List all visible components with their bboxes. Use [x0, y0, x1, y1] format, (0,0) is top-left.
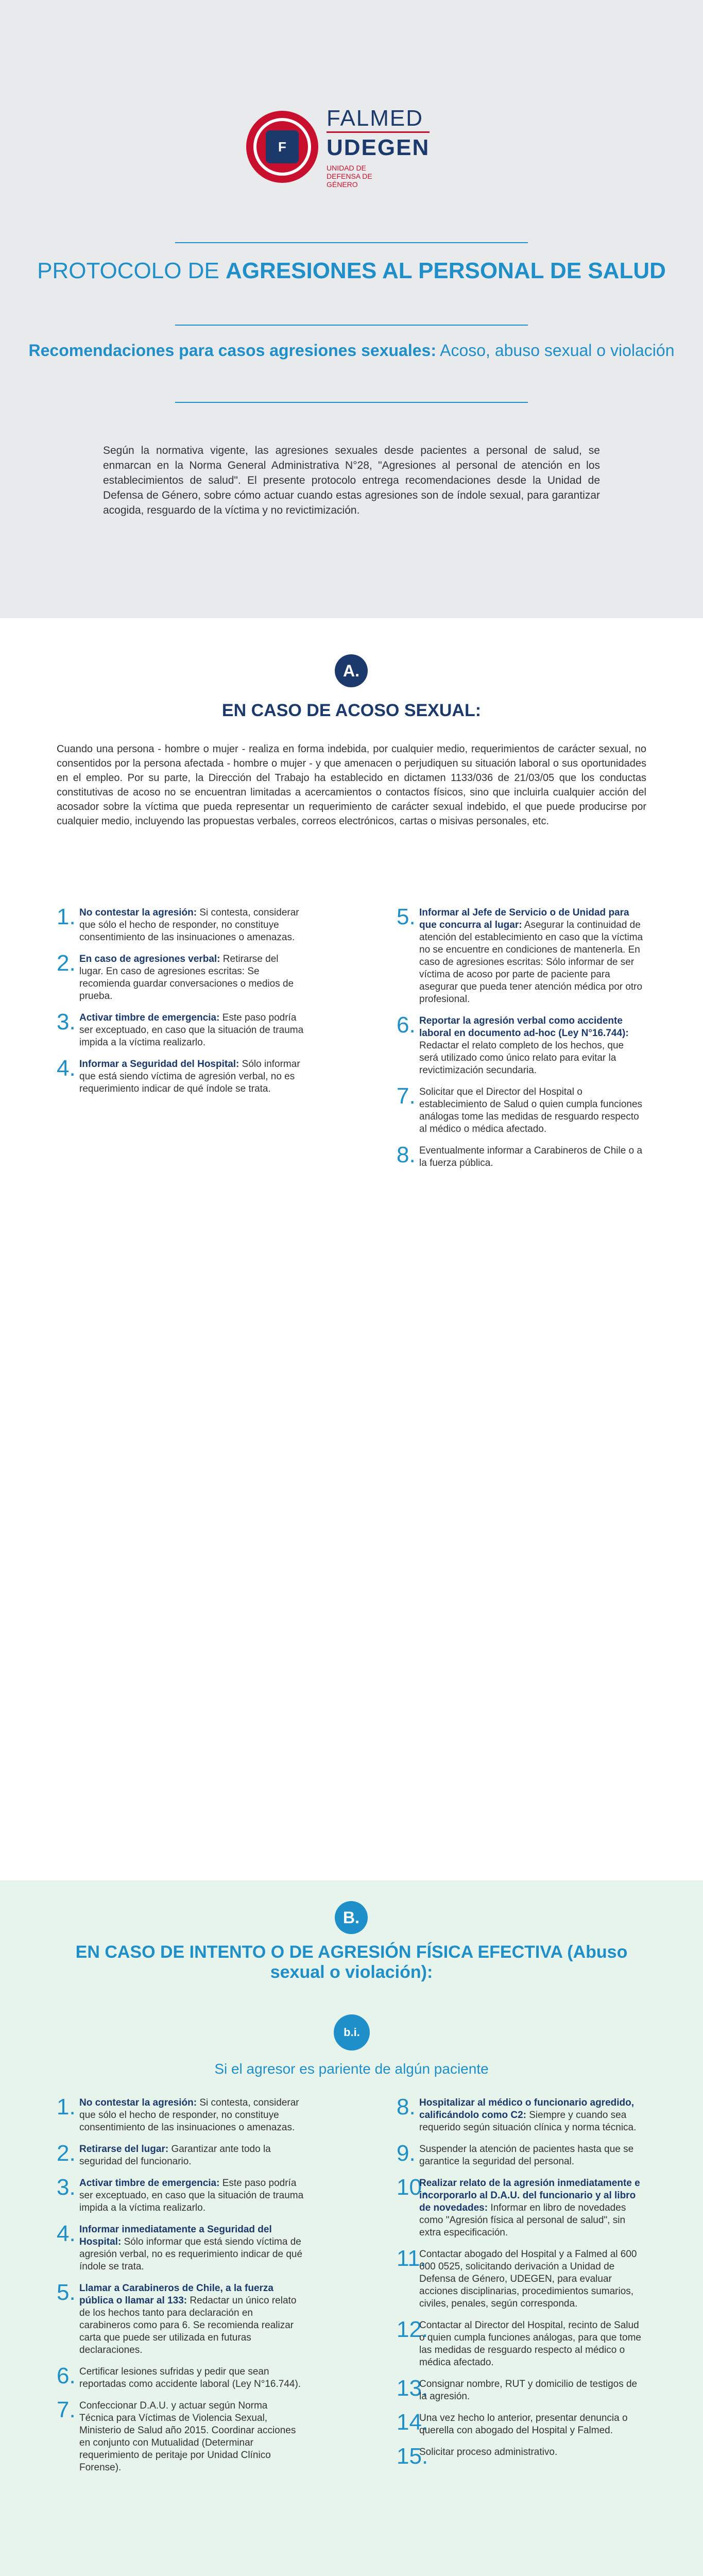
list-item	[57, 953, 304, 1003]
list-item	[397, 1012, 644, 1077]
item-number: 8.	[397, 1142, 416, 1167]
item-text: Eventualmente informar a Carabineros de Chile o a la fuerza pública.	[419, 1145, 643, 1168]
item-number: 8.	[397, 2094, 416, 2120]
item-text: Llamar a Carabineros de Chile, a la fuerza pública o llamar al 133: Redactar un único relato de los hechos tanto para declaración en carabineros como para 6. Se recomienda realizar carta que puede ser utilizada en futuras declaraciones.	[79, 2283, 297, 2355]
section-a	[0, 618, 703, 1880]
list-item	[57, 2221, 304, 2273]
item-text: Suspender la atención de pacientes hasta que se garantice la seguridad del personal.	[419, 2144, 634, 2167]
section-b-title: EN CASO DE INTENTO O DE AGRESIÓN FÍSICA EFECTIVA (Abuso sexual o violación):	[75, 1942, 628, 1982]
section-b-badge: B.	[335, 1901, 368, 1934]
bi-left-list	[57, 2094, 304, 2483]
item-number: 13.	[397, 2376, 428, 2401]
item-number: 1.	[57, 904, 76, 929]
item-text: Realizar relato de la agresión inmediatamente e incorporarlo al D.A.U. del funcionario y al libro de novedades: Informar en libro de novedades como "Agresión física al personal de salud", sin extra especificación.	[419, 2178, 640, 2238]
item-text: Solicitar proceso administrativo.	[419, 2447, 558, 2458]
divider	[175, 325, 528, 326]
list-item	[397, 1142, 644, 1170]
item-text: No contestar la agresión: Si contesta, considerar que sólo el hecho de responder, no constituye consentimiento de las insinuaciones o amenazas.	[79, 2097, 299, 2133]
item-number: 12.	[397, 2317, 428, 2342]
item-number: 2.	[57, 951, 76, 976]
section-b	[0, 1880, 703, 2576]
item-number: 3.	[57, 1009, 76, 1035]
section-a-left-list	[57, 904, 304, 1105]
item-number: 11.	[397, 2246, 426, 2271]
item-number: 7.	[397, 1083, 416, 1109]
page-title: PROTOCOLO DE AGRESIONES AL PERSONAL DE SALUD	[37, 258, 666, 283]
item-text: En caso de agresiones verbal: Retirarse del lugar. En caso de agresiones escritas: Se recomienda guardar conversaciones o medios de prueba.	[79, 954, 294, 1002]
item-text: Solicitar que el Director del Hospital o establecimiento de Salud o quien cumpla funciones análogas tome las medidas de resguardo respecto al médico o médica afectado.	[419, 1087, 643, 1134]
item-number: 14.	[397, 2410, 428, 2435]
list-item	[57, 2094, 304, 2134]
list-item	[397, 2446, 644, 2467]
intro-paragraph: Según la normativa vigente, las agresiones sexuales desde pacientes a personal de salud, se enmarcan en la Norma General Administrativa N°28, "Agresiones al personal de atención en los establecimientos de salud". El presente protocolo entrega recomendaciones desde la Unidad de Defensa de Género, sobre cómo actuar cuando estas agresiones son de índole sexual, para garantizar acogida, resguardo de la víctima y no revictimización.	[103, 445, 600, 516]
item-text: Reportar la agresión verbal como accidente laboral en documento ad-hoc (Ley N°16.744): Redactar el relato completo de los hechos, que será utilizado como único relato para evitar la revictimización secundaria.	[419, 1015, 629, 1076]
item-text: No contestar la agresión: Si contesta, considerar que sólo el hecho de responder, no constituye consentimiento de las insinuaciones o amenazas.	[79, 907, 299, 943]
sub-head-bi: Si el agresor es pariente de algún paciente	[214, 2061, 489, 2077]
item-text: Certificar lesiones sufridas y pedir que sean reportadas como accidente laboral (Ley N°16.744).	[79, 2366, 301, 2389]
list-item	[397, 2248, 644, 2310]
logo-emblem-icon: F	[246, 111, 318, 183]
list-item	[397, 2094, 644, 2134]
list-item	[397, 2319, 644, 2369]
item-text: Consignar nombre, RUT y domicilio de testigos de la agresión.	[419, 2379, 638, 2402]
divider	[175, 402, 528, 403]
item-number: 4.	[57, 2221, 76, 2246]
divider	[175, 242, 528, 243]
section-a-title: EN CASO DE ACOSO SEXUAL:	[221, 701, 482, 720]
list-item	[57, 2282, 304, 2357]
item-text: Informar inmediatamente a Seguridad del Hospital: Sólo informar que está siendo víctima de agresión verbal, no es requerimiento indicar de qué índole se trata.	[79, 2224, 303, 2272]
list-item	[57, 1058, 304, 1095]
list-item	[397, 2177, 644, 2239]
falmed-udegen-logo	[246, 103, 457, 191]
item-number: 1.	[57, 2094, 76, 2120]
item-text: Informar al Jefe de Servicio o de Unidad para que concurra al lugar: Asegurar la continuidad de atención del establecimiento en caso que la víctima no se encuentre en condiciones de mantenerla. En caso de agresiones escritas: Sólo informar de ser víctima de acoso por parte de paciente para asegurar que pueda tener atención médica por otro profesional.	[419, 907, 643, 1005]
item-number: 6.	[397, 1012, 416, 1038]
item-number: 7.	[57, 2397, 76, 2422]
list-item	[397, 1083, 644, 1136]
list-item	[397, 904, 644, 1006]
item-text: Informar a Seguridad del Hospital: Sólo informar que está siendo víctima de agresión verbal, no es requerimiento indicar de qué índole se trata.	[79, 1059, 300, 1094]
section-a-paragraph: Cuando una persona - hombre o mujer - realiza en forma indebida, por cualquier medio, requerimientos de carácter sexual, no consentidos por la persona afectada - hombre o mujer - y que amenacen o perjudiquen su situación laboral o sus oportunidades en el empleo. Por su parte, la Dirección del Trabajo ha establecido en dictamen 1133/036 de 21/03/05 que los conductas constitutivas de acoso no se encuentran limitadas a acercamientos o contactos físicos, sino que incluirla cualquier acción del acosador sobre la víctima que pueda representar un requerimiento de carácter sexual indebido, el que puede producirse por cualquier medio, incluyendo las propuestas verbales, correos electrónicos, cartas o misivas personales, etc.	[57, 743, 646, 827]
item-text: Una vez hecho lo anterior, presentar denuncia o querella con abogado del Hospital y Falmed.	[419, 2413, 628, 2436]
bi-right-list	[397, 2094, 644, 2476]
list-item	[57, 2397, 304, 2474]
page-subtitle: Recomendaciones para casos agresiones sexuales: Acoso, abuso sexual o violación	[28, 341, 675, 360]
item-text: Contactar abogado del Hospital y a Falmed al 600 600 0525, solicitando derivación a Unidad de Defensa de Género, UDEGEN, para evaluar acciones disciplinarias, procedimientos sumarios, civiles, penales, según corresponda.	[419, 2249, 637, 2309]
section-a-right-list	[397, 904, 644, 1179]
item-text: Confeccionar D.A.U. y actuar según Norma Técnica para Víctimas de Violencia Sexual, Ministerio de Salud año 2015. Coordinar acciones en conjunto con Mutualidad (Determinar requerimiento de peritaje por Unidad Clínico Forense).	[79, 2400, 296, 2473]
list-item	[57, 2177, 304, 2214]
list-item	[57, 2143, 304, 2168]
list-item	[57, 1009, 304, 1049]
item-text: Activar timbre de emergencia: Este paso podría ser exceptuado, en caso que la situación de trauma impida a la víctima realizarlo.	[79, 2178, 304, 2213]
item-number: 5.	[397, 904, 416, 929]
item-number: 15.	[397, 2444, 428, 2469]
list-item	[57, 904, 304, 944]
item-text: Hospitalizar al médico o funcionario agredido, calificándolo como C2: Siempre y cuando sea requerido según situación clínica y norma técnica.	[419, 2097, 637, 2133]
item-number: 6.	[57, 2363, 76, 2388]
brand-udegen: UDEGEN	[327, 131, 430, 161]
brand-tagline: UNIDAD DE DEFENSA DE GÉNERO	[327, 163, 372, 189]
brand-falmed: FALMED	[327, 105, 424, 131]
list-item	[397, 2412, 644, 2437]
item-number: 3.	[57, 2175, 76, 2200]
list-item	[397, 2143, 644, 2168]
sub-badge-bi: b.i.	[334, 2014, 370, 2050]
item-number: 10.	[397, 2175, 428, 2200]
item-text: Contactar al Director del Hospital, recinto de Salud o quien cumpla funciones análogas, para que tome las medidas de resguardo respecto al médico o médica afectado.	[419, 2320, 641, 2368]
list-item	[57, 2363, 304, 2391]
list-item	[397, 2378, 644, 2403]
item-number: 2.	[57, 2141, 76, 2166]
item-text: Activar timbre de emergencia: Este paso podría ser exceptuado, en caso que la situación de trauma impida a la víctima realizarlo.	[79, 1012, 304, 1048]
header-section	[0, 0, 703, 618]
item-number: 4.	[57, 1056, 76, 1081]
item-number: 5.	[57, 2280, 76, 2305]
section-a-badge: A.	[335, 654, 368, 687]
item-number: 9.	[397, 2141, 416, 2166]
item-text: Retirarse del lugar: Garantizar ante todo la seguridad del funcionario.	[79, 2144, 271, 2167]
